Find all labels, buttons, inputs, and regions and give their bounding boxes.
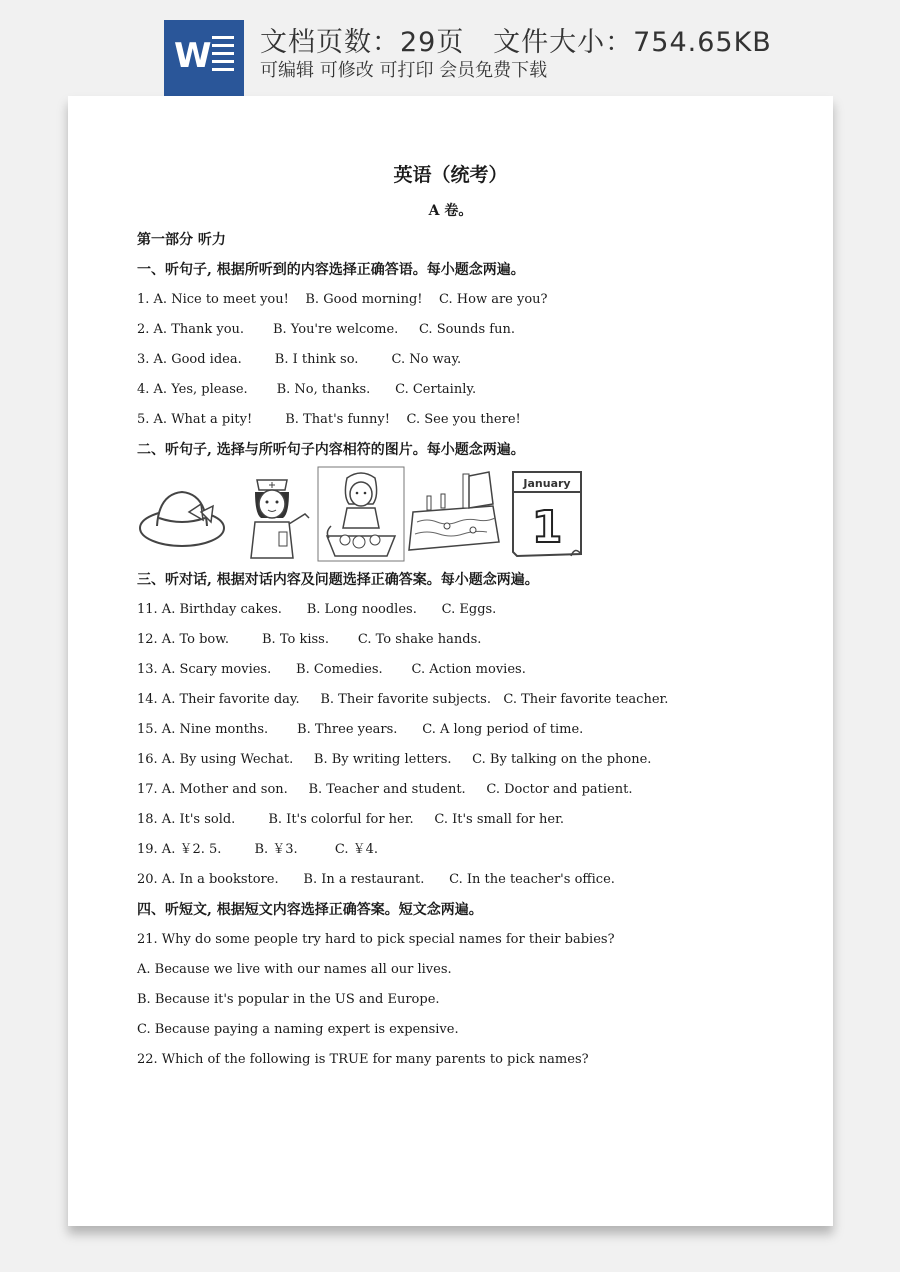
question-line: 11. A. Birthday cakes. B. Long noodles. C. Eggs.	[137, 602, 497, 617]
question-line: 3. A. Good idea. B. I think so. C. No way.	[137, 352, 462, 367]
question-line: 19. A. ￥2. 5. B. ￥3. C. ￥4.	[137, 842, 379, 857]
girl-cooking-picture	[317, 466, 405, 562]
question-line: 15. A. Nine months. B. Three years. C. A long period of time.	[137, 722, 584, 737]
calendar-day: 1	[531, 502, 563, 553]
word-icon-lines	[212, 36, 234, 76]
word-icon-letter: W	[174, 36, 212, 76]
question-line: 17. A. Mother and son. B. Teacher and student. C. Doctor and patient.	[137, 782, 633, 797]
banner-title: 文档页数：29页 文件大小：754.65KB	[260, 27, 772, 58]
document-subtitle: A 卷。	[428, 203, 473, 219]
question-line: 14. A. Their favorite day. B. Their favorite subjects. C. Their favorite teacher.	[137, 692, 669, 707]
question-line: 4. A. Yes, please. B. No, thanks. C. Certainly.	[137, 382, 477, 397]
question-line: 2. A. Thank you. B. You're welcome. C. Sounds fun.	[137, 322, 515, 337]
question-line: 16. A. By using Wechat. B. By writing letters. C. By talking on the phone.	[137, 752, 652, 767]
pool-picture	[407, 466, 503, 562]
calendar-picture	[505, 466, 587, 562]
section-heading: 二、听句子, 选择与所听句子内容相符的图片。每小题念两遍。	[137, 442, 525, 458]
question-line: 13. A. Scary movies. B. Comedies. C. Action movies.	[137, 662, 526, 677]
question-line: 20. A. In a bookstore. B. In a restaurant. C. In the teacher's office.	[137, 872, 615, 887]
nurse-picture	[229, 466, 315, 562]
question-line: C. Because paying a naming expert is expensive.	[137, 1022, 459, 1037]
section-heading: 第一部分 听力	[137, 232, 226, 248]
hat-picture	[137, 466, 227, 562]
section-heading: 三、听对话, 根据对话内容及问题选择正确答案。每小题念两遍。	[137, 572, 539, 588]
question-line: 1. A. Nice to meet you! B. Good morning! C. How are you?	[137, 292, 548, 307]
question-line: 18. A. It's sold. B. It's colorful for her. C. It's small for her.	[137, 812, 564, 827]
calendar-month: January	[523, 477, 571, 490]
section-heading: 四、听短文, 根据短文内容选择正确答案。短文念两遍。	[137, 902, 483, 918]
section-heading: 一、听句子, 根据所听到的内容选择正确答语。每小题念两遍。	[137, 262, 525, 278]
question-line: 5. A. What a pity! B. That's funny! C. See you there!	[137, 412, 521, 427]
question-line: 22. Which of the following is TRUE for many parents to pick names?	[137, 1052, 589, 1067]
banner-subtitle: 可编辑 可修改 可打印 会员免费下载	[260, 60, 548, 81]
download-banner	[0, 0, 900, 100]
document-page	[68, 96, 833, 1226]
document-title: 英语（统考）	[393, 164, 508, 186]
question-line: A. Because we live with our names all our lives.	[137, 962, 452, 977]
question-line: B. Because it's popular in the US and Europe.	[137, 992, 440, 1007]
question-line: 12. A. To bow. B. To kiss. C. To shake hands.	[137, 632, 482, 647]
picture-strip	[137, 466, 589, 562]
question-line: 21. Why do some people try hard to pick special names for their babies?	[137, 932, 615, 947]
word-icon	[164, 20, 244, 96]
